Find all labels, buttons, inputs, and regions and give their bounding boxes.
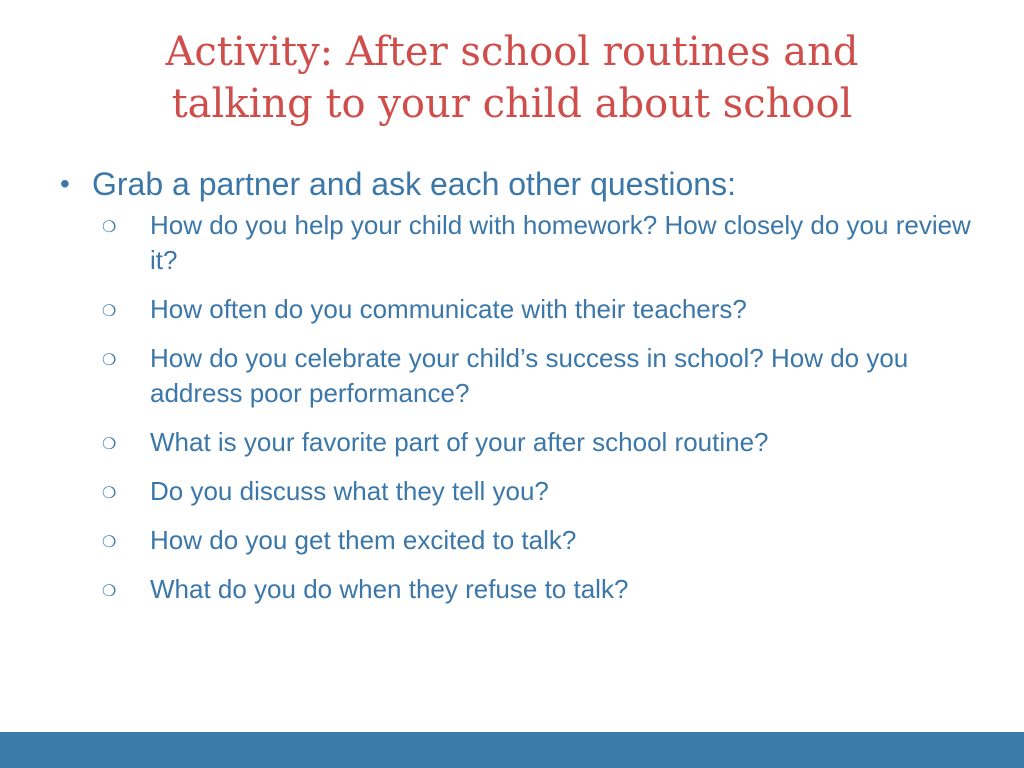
- main-bullet-text: Grab a partner and ask each other questions:: [92, 166, 736, 202]
- circle-bullet-icon: ❍: [102, 350, 117, 369]
- question-text: What is your favorite part of your after school routine?: [150, 427, 769, 457]
- question-item: [60, 425, 980, 460]
- circle-bullet-icon: ❍: [102, 483, 117, 502]
- question-text: Do you discuss what they tell you?: [150, 476, 549, 506]
- slide-content: [60, 164, 980, 621]
- question-item: [60, 523, 980, 558]
- slide-title: [60, 26, 964, 130]
- question-list: [60, 208, 980, 607]
- question-text: How often do you communicate with their teachers?: [150, 294, 747, 324]
- question-item: [60, 208, 980, 278]
- main-bullet-item: [60, 164, 980, 204]
- footer-bar: [0, 732, 1024, 768]
- question-item: [60, 292, 980, 327]
- slide-title-line-1: Activity: After school routines and: [165, 29, 859, 75]
- question-item: [60, 341, 980, 411]
- slide-title-line-2: talking to your child about school: [171, 81, 853, 127]
- circle-bullet-icon: ❍: [102, 301, 117, 320]
- question-text: How do you help your child with homework? How closely do you review it?: [150, 210, 971, 275]
- question-text: How do you get them excited to talk?: [150, 525, 577, 555]
- question-text: How do you celebrate your child’s success in school? How do you address poor performance?: [150, 343, 909, 408]
- circle-bullet-icon: ❍: [102, 217, 117, 236]
- question-item: [60, 572, 980, 607]
- circle-bullet-icon: ❍: [102, 581, 117, 600]
- circle-bullet-icon: ❍: [102, 532, 117, 551]
- question-item: [60, 474, 980, 509]
- question-text: What do you do when they refuse to talk?: [150, 574, 629, 604]
- bullet-icon: •: [60, 168, 70, 199]
- circle-bullet-icon: ❍: [102, 434, 117, 453]
